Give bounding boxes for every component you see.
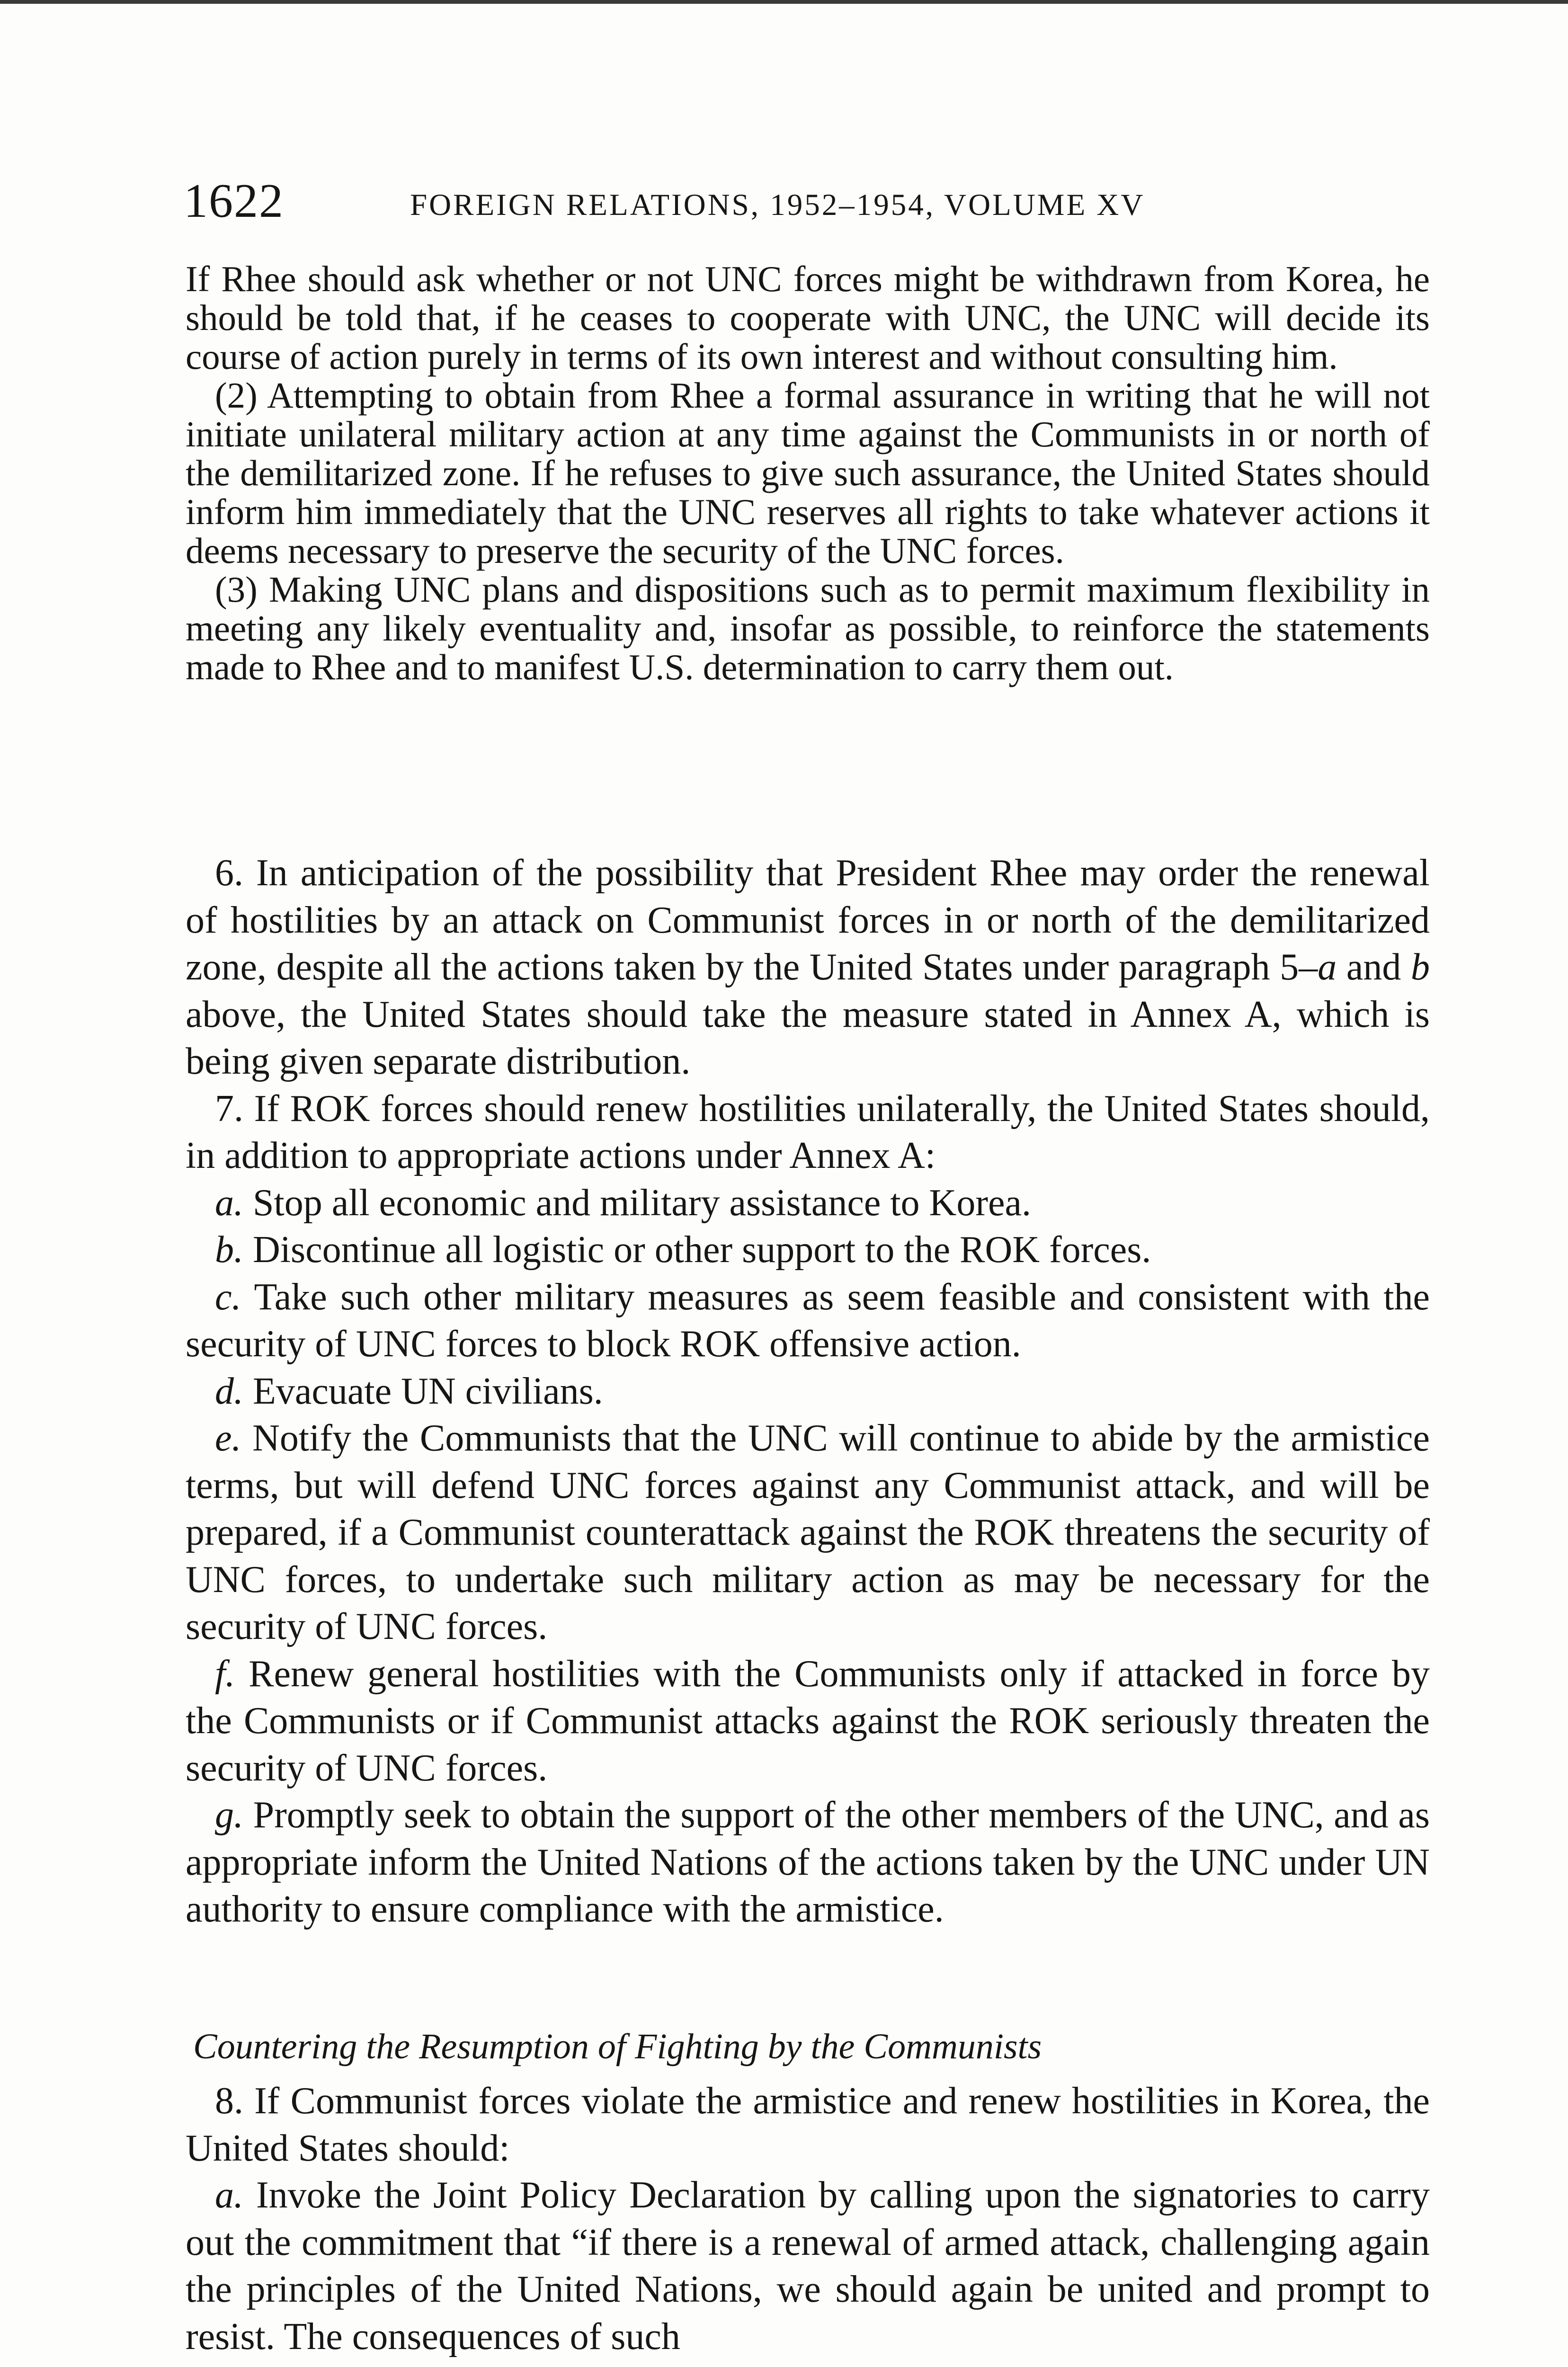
paragraph-6-letter-b: b <box>1411 946 1430 988</box>
section-heading: Countering the Resumption of Fighting by the Communists <box>193 2027 1042 2066</box>
item-text: Evacuate UN civilians. <box>243 1370 603 1412</box>
item-letter: a. <box>215 1182 243 1224</box>
item-letter: e. <box>215 1417 241 1459</box>
item-text: Notify the Communists that the UNC will continue to abide by the armistice terms, but will defend UNC forces against any Communist attack, and will be prepared, if a Communist counterattack against the ROK threatens the security of UNC forces, to undertake such military action as may be necessary for the security of UNC forces. <box>186 1417 1430 1647</box>
paragraph-6-text-3: above, the United States should take the measure stated in Annex A, which is being given separate distribution. <box>186 993 1430 1082</box>
paragraph-block-8 <box>186 2078 1430 2360</box>
paragraph-7-item-d <box>186 1368 1430 1415</box>
paragraph-7-item-f <box>186 1651 1430 1792</box>
page-number: 1622 <box>184 174 284 228</box>
item-text: Stop all economic and military assistance to Korea. <box>243 1182 1031 1224</box>
running-head: FOREIGN RELATIONS, 1952–1954, VOLUME XV <box>410 188 1145 222</box>
continuation-paragraph: If Rhee should ask whether or not UNC forces might be withdrawn from Korea, he should be told that, if he ceases to cooperate with UNC, the UNC will decide its course of action purely in terms of its own interest and without consulting him. <box>186 258 1430 377</box>
item-letter: f. <box>215 1653 235 1695</box>
paragraph-7-item-e <box>186 1415 1430 1651</box>
paragraph-8-intro: 8. If Communist forces violate the armistice and renew hostilities in Korea, the United States should: <box>186 2080 1430 2169</box>
intro-block <box>186 259 1430 686</box>
item-letter: g. <box>215 1794 243 1836</box>
paragraph-6-letter-a: a <box>1318 946 1337 988</box>
paragraph-7-item-g <box>186 1792 1430 1933</box>
page-header <box>184 175 1438 227</box>
item-2-paragraph: (2) Attempting to obtain from Rhee a formal assurance in writing that he will not initiate unilateral military action at any time against the Communists in or north of the demilitarized zone. If he refuses to give such assurance, the United States should inform him immediately that the UNC reserves all rights to take whatever actions it deems necessary to preserve the security of the UNC forces. <box>186 375 1430 571</box>
scan-top-edge <box>0 0 1568 4</box>
paragraph-block-6-7 <box>186 850 1430 1933</box>
item-text: Promptly seek to obtain the support of the other members of the UNC, and as appropriate inform the United Nations of the actions taken by the UNC under UN authority to ensure compliance with the armistice. <box>186 1794 1430 1930</box>
paragraph-7-item-b <box>186 1227 1430 1274</box>
item-letter: b. <box>215 1229 243 1271</box>
item-text: Discontinue all logistic or other support to the ROK forces. <box>243 1229 1151 1271</box>
item-letter: d. <box>215 1370 243 1412</box>
item-letter: a. <box>215 2174 243 2216</box>
paragraph-8-item-a <box>186 2172 1430 2360</box>
item-text: Invoke the Joint Policy Declaration by calling upon the signatories to carry out the commitment that “if there is a renewal of armed attack, challenging again the principles of the United Nations, we should again be united and prompt to resist. The consequences of such <box>186 2174 1430 2358</box>
item-3-paragraph: (3) Making UNC plans and dispositions such as to permit maximum flexibility in meeting any likely eventuality and, insofar as possible, to reinforce the statements made to Rhee and to manifest U.S. determination to carry them out. <box>186 569 1430 687</box>
paragraph-6 <box>186 850 1430 1086</box>
paragraph-6-text-2: and <box>1336 946 1411 988</box>
paragraph-7-item-a <box>186 1180 1430 1227</box>
paragraph-7-item-c <box>186 1274 1430 1368</box>
item-text: Take such other military measures as seem feasible and consistent with the security of UNC forces to block ROK offensive action. <box>186 1276 1430 1365</box>
item-letter: c. <box>215 1276 241 1318</box>
paragraph-7-intro: 7. If ROK forces should renew hostilities unilaterally, the United States should, in addition to appropriate actions under Annex A: <box>186 1087 1430 1176</box>
item-text: Renew general hostilities with the Communists only if attacked in force by the Communists or if Communist attacks against the ROK seriously threaten the security of UNC forces. <box>186 1653 1430 1789</box>
paragraph-6-text-1: 6. In anticipation of the possibility that President Rhee may order the renewal of hostilities by an attack on Communist forces in or north of the demilitarized zone, despite all the actions taken by the United States under paragraph 5– <box>186 852 1430 988</box>
